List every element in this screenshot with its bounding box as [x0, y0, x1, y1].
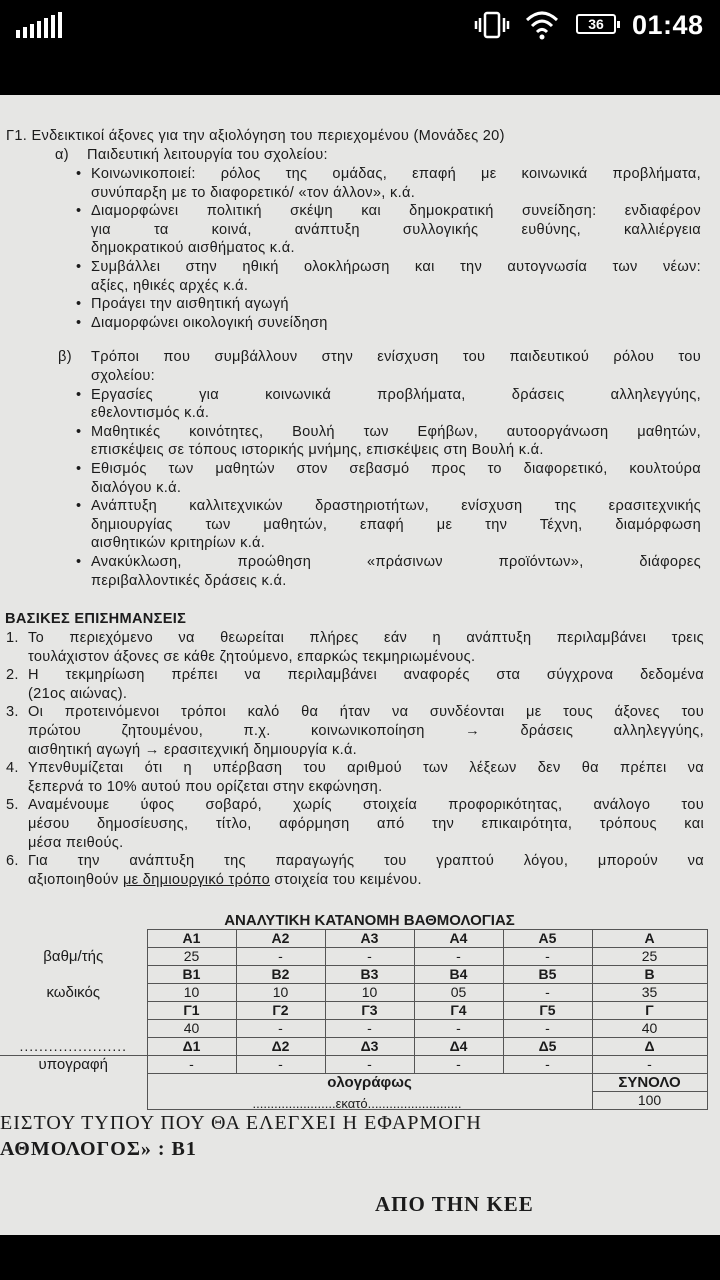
note-6-last-line	[28, 872, 422, 888]
note-5-line: Αναμένουμε ύφος σοβαρό, χωρίς στοιχεία προφορικότητας, ανάλογο του	[28, 797, 704, 814]
g1-b-item-2-line: Μαθητικές κοινότητες, Βουλή των Εφήβων, αυτοοργάνωση μαθητών,	[91, 423, 701, 440]
table-spacer	[592, 912, 707, 930]
bullet-icon: •	[76, 314, 82, 331]
table-row	[0, 948, 707, 966]
g1-heading: Γ1. Ενδεικτικοί άξονες για την αξιολόγηση του περιεχομένου (Μονάδες 20)	[6, 128, 505, 144]
table-row	[0, 930, 707, 948]
table-cell: -	[592, 1056, 707, 1074]
note-number: 4.	[6, 760, 19, 777]
g1-b-item-3-line: διαλόγου κ.ά.	[91, 479, 182, 496]
table-cell: -	[414, 1056, 503, 1074]
table-header-cell: Γ2	[236, 1002, 325, 1020]
table-cell: 10	[325, 984, 414, 1002]
g1-a-item-2-line: δημοκρατικού αισθήματος κ.ά.	[91, 240, 295, 257]
g1-b-label: β)	[58, 349, 72, 366]
note-3-line: πρώτου ζητουμένου, π.χ. κοινωνικοποίηση → δράσεις αλληλεγγύης,	[28, 723, 704, 739]
bullet-icon: •	[76, 386, 82, 403]
table-cell: -	[503, 984, 592, 1002]
table-header-cell: A	[592, 930, 707, 948]
table-cell: -	[147, 1056, 236, 1074]
bullet-icon: •	[76, 498, 82, 515]
table-row	[0, 1002, 707, 1020]
g1-b-item-4-line: δημιουργίας των μαθητών, επαφή με την Τέχνη, διαμόρφωση	[91, 516, 701, 533]
table-cell: 40	[592, 1020, 707, 1038]
vibrate-icon	[474, 10, 510, 40]
table-spacer	[0, 930, 147, 948]
percent-line: .......................εκατό..........................	[252, 1096, 462, 1111]
note-number: 1.	[6, 630, 19, 646]
table-header-cell: Δ3	[325, 1038, 414, 1056]
note-4-line: ξεπερνά το 10% αυτού που ορίζεται στην εκφώνηση.	[28, 778, 383, 795]
battery-level: 36	[588, 16, 604, 32]
note-number: 2.	[6, 667, 19, 684]
table-header-cell: Γ1	[147, 1002, 236, 1020]
g1-a-item-1-line: Κοινωνικοποιεί: ρόλος της ομάδας, επαφή με κοινωνικά προβλήματα,	[91, 166, 701, 182]
note-number: 5.	[6, 797, 19, 814]
code-label: κωδικός	[0, 984, 147, 1002]
bullet-icon: •	[76, 461, 82, 477]
g1-a-item-3-line: Συμβάλλει στην ηθική ολοκλήρωση και την αυτογνωσία των νέων:	[91, 259, 701, 275]
table-header-cell: A1	[147, 930, 236, 948]
table-header-cell: Δ	[592, 1038, 707, 1056]
table-header-cell: A5	[503, 930, 592, 948]
table-header-cell: B3	[325, 966, 414, 984]
note-2-line: (21ος αιώνας).	[28, 685, 128, 702]
table-header-cell: B4	[414, 966, 503, 984]
table-cell: 35	[592, 984, 707, 1002]
table-cell: 05	[414, 984, 503, 1002]
table-spacer	[0, 912, 147, 930]
g1-b-item-2-line: επισκέψεις σε τόπους ιστορικής μνήμης, επισκέψεις στη Βουλή κ.ά.	[91, 442, 544, 459]
table-header-cell: A4	[414, 930, 503, 948]
table-header-cell: B5	[503, 966, 592, 984]
table-cell: -	[236, 1020, 325, 1038]
dots-label: ......................	[0, 1038, 147, 1056]
note-text: αξιοποιηθούν	[28, 871, 123, 888]
notes-heading: ΒΑΣΙΚΕΣ ΕΠΙΣΗΜΑΝΣΕΙΣ	[5, 611, 187, 627]
g1-b-title-line: σχολείου:	[91, 368, 156, 384]
table-row	[0, 966, 707, 984]
table-row	[0, 1038, 707, 1056]
bullet-icon: •	[76, 296, 82, 313]
g1-b-item-5-line: περιβαλλοντικές δράσεις κ.ά.	[91, 572, 287, 589]
note-underlined-text: με δημιουργικό τρόπο	[122, 871, 270, 888]
signature-label: υπογραφή	[0, 1056, 147, 1074]
g1-b-item-4-line: αισθητικών κριτηρίων κ.ά.	[91, 535, 266, 552]
table-header-cell: Δ2	[236, 1038, 325, 1056]
note-text: στοιχεία του κειμένου.	[269, 871, 422, 888]
g1-a-item-5-line: Διαμορφώνει οικολογική συνείδηση	[91, 314, 328, 331]
table-cell: -	[414, 948, 503, 966]
table-spacer	[0, 966, 147, 984]
bullet-icon: •	[76, 166, 82, 182]
footer-line-2: ΑΘΜΟΛΟΓΟΣ» : Β1	[0, 1138, 197, 1160]
table-header-cell: Δ5	[503, 1038, 592, 1056]
g1-a-item-3-line: αξίες, ηθικές αρχές κ.ά.	[91, 277, 249, 294]
g1-a-label: α)	[55, 147, 69, 163]
grader-label: βαθμ/τής	[0, 948, 147, 966]
battery-icon	[576, 14, 616, 34]
bullet-icon: •	[76, 554, 82, 570]
table-spacer	[0, 1074, 147, 1092]
table-cell: -	[503, 1020, 592, 1038]
g1-b-item-4-line: Ανάπτυξη καλλιτεχνικών δραστηριοτήτων, ενίσχυση της ερασιτεχνικής	[91, 498, 701, 515]
g1-b-item-3-line: Εθισμός των μαθητών στον σεβασμό προς το διαφορετικό, κουλτούρα	[91, 461, 701, 477]
wifi-icon	[524, 8, 560, 42]
note-5-line: μέσα πειθούς.	[28, 834, 124, 851]
note-2-line: Η τεκμηρίωση πρέπει να περιλαμβάνει αναφορές στα σύγχρονα δεδομένα	[28, 667, 704, 684]
note-4-line: Υπενθυμίζεται ότι η υπέρβαση του αριθμού των λέξεων δεν θα πρέπει να	[28, 760, 704, 777]
g1-b-title-line: Τρόποι που συμβάλλουν στην ενίσχυση του παιδευτικού ρόλου του	[91, 349, 701, 366]
note-number: 6.	[6, 853, 19, 870]
table-cell: -	[414, 1020, 503, 1038]
grading-table	[0, 912, 708, 1110]
table-header-cell: Δ1	[147, 1038, 236, 1056]
table-row	[0, 1074, 707, 1092]
signal-icon	[16, 12, 62, 38]
g1-a-item-4-line: Προάγει την αισθητική αγωγή	[91, 296, 289, 313]
table-cell: -	[325, 948, 414, 966]
table-header-cell: A2	[236, 930, 325, 948]
table-row	[0, 984, 707, 1002]
table-spacer	[0, 1002, 147, 1020]
table-cell: -	[236, 1056, 325, 1074]
table-cell: -	[503, 1056, 592, 1074]
g1-a-item-2-line: για τα κοινά, ανάπτυξη συλλογικής ευθύνης, καλλιέργεια	[91, 221, 701, 238]
table-cell: -	[503, 948, 592, 966]
table-header-cell: Δ4	[414, 1038, 503, 1056]
table-cell: -	[325, 1056, 414, 1074]
g1-b-item-1-line: Εργασίες για κοινωνικά προβλήματα, δράσεις αλληλεγγύης,	[91, 386, 701, 403]
grading-title: ΑΝΑΛΥΤΙΚΗ ΚΑΤΑΝΟΜΗ ΒΑΘΜΟΛΟΓΙΑΣ	[224, 912, 515, 929]
table-row	[0, 1056, 707, 1074]
clock: 01:48	[632, 10, 704, 40]
table-header-cell: B	[592, 966, 707, 984]
total-value: 100	[592, 1092, 707, 1110]
note-6-line: Για την ανάπτυξη της παραγωγής του γραπτού λόγου, μπορούν να	[28, 853, 704, 870]
table-header-cell: Γ5	[503, 1002, 592, 1020]
note-5-line: μέσου δημοσίευσης, τίτλο, αφόρμηση από την επικαιρότητα, τρόπους και	[28, 816, 704, 832]
bullet-icon: •	[76, 203, 82, 220]
table-cell: 25	[592, 948, 707, 966]
note-1-line: τουλάχιστον άξονες σε κάθε ζητούμενο, επαρκώς τεκμηριωμένους.	[28, 648, 476, 665]
table-cell: 10	[147, 984, 236, 1002]
table-cell: 25	[147, 948, 236, 966]
document-photo	[0, 95, 720, 1235]
in-words-label: ολογράφως	[147, 1074, 592, 1110]
table-spacer	[0, 1092, 147, 1110]
bullet-icon: •	[76, 423, 82, 440]
table-spacer	[0, 1020, 147, 1038]
note-number: 3.	[6, 704, 19, 721]
table-row	[0, 1020, 707, 1038]
table-cell: -	[236, 948, 325, 966]
table-cell: -	[325, 1020, 414, 1038]
g1-a-item-2-line: Διαμορφώνει πολιτική σκέψη και δημοκρατική συνείδηση: ενδιαφέρον	[91, 203, 701, 220]
total-label: ΣΥΝΟΛΟ	[592, 1074, 707, 1092]
table-header-cell: Γ4	[414, 1002, 503, 1020]
table-header-cell: B1	[147, 966, 236, 984]
table-header-cell: A3	[325, 930, 414, 948]
g1-b-item-1-line: εθελοντισμός κ.ά.	[91, 405, 210, 422]
table-header-cell: Γ	[592, 1002, 707, 1020]
footer-line-3: ΑΠΟ ΤΗΝ ΚΕΕ	[375, 1192, 534, 1216]
table-header-cell: Γ3	[325, 1002, 414, 1020]
status-bar	[0, 0, 720, 52]
g1-a-title: Παιδευτική λειτουργία του σχολείου:	[87, 147, 328, 163]
g1-a-item-1-line: συνύπαρξη με το διαφορετικό/ «τον άλλον», κ.ά.	[91, 184, 416, 201]
table-cell: 10	[236, 984, 325, 1002]
bullet-icon: •	[76, 259, 82, 275]
note-1-line: Το περιεχόμενο να θεωρείται πλήρες εάν η ανάπτυξη περιλαμβάνει τρεις	[28, 630, 704, 646]
table-cell: 40	[147, 1020, 236, 1038]
note-3-line: Οι προτεινόμενοι τρόποι καλό θα ήταν να συνδέονται με τους άξονες του	[28, 704, 704, 721]
table-title-row	[0, 912, 707, 930]
footer-line-1: ΕΙΣΤΟΥ ΤΥΠΟΥ ΠΟΥ ΘΑ ΕΛΕΓΧΕΙ Η ΕΦΑΡΜΟΓΗ	[0, 1112, 482, 1134]
table-header-cell: B2	[236, 966, 325, 984]
note-3-line: αισθητική αγωγή → ερασιτεχνική δημιουργία κ.ά.	[28, 741, 358, 758]
g1-b-item-5-line: Ανακύκλωση, προώθηση «πράσινων προϊόντων», διάφορες	[91, 554, 701, 570]
